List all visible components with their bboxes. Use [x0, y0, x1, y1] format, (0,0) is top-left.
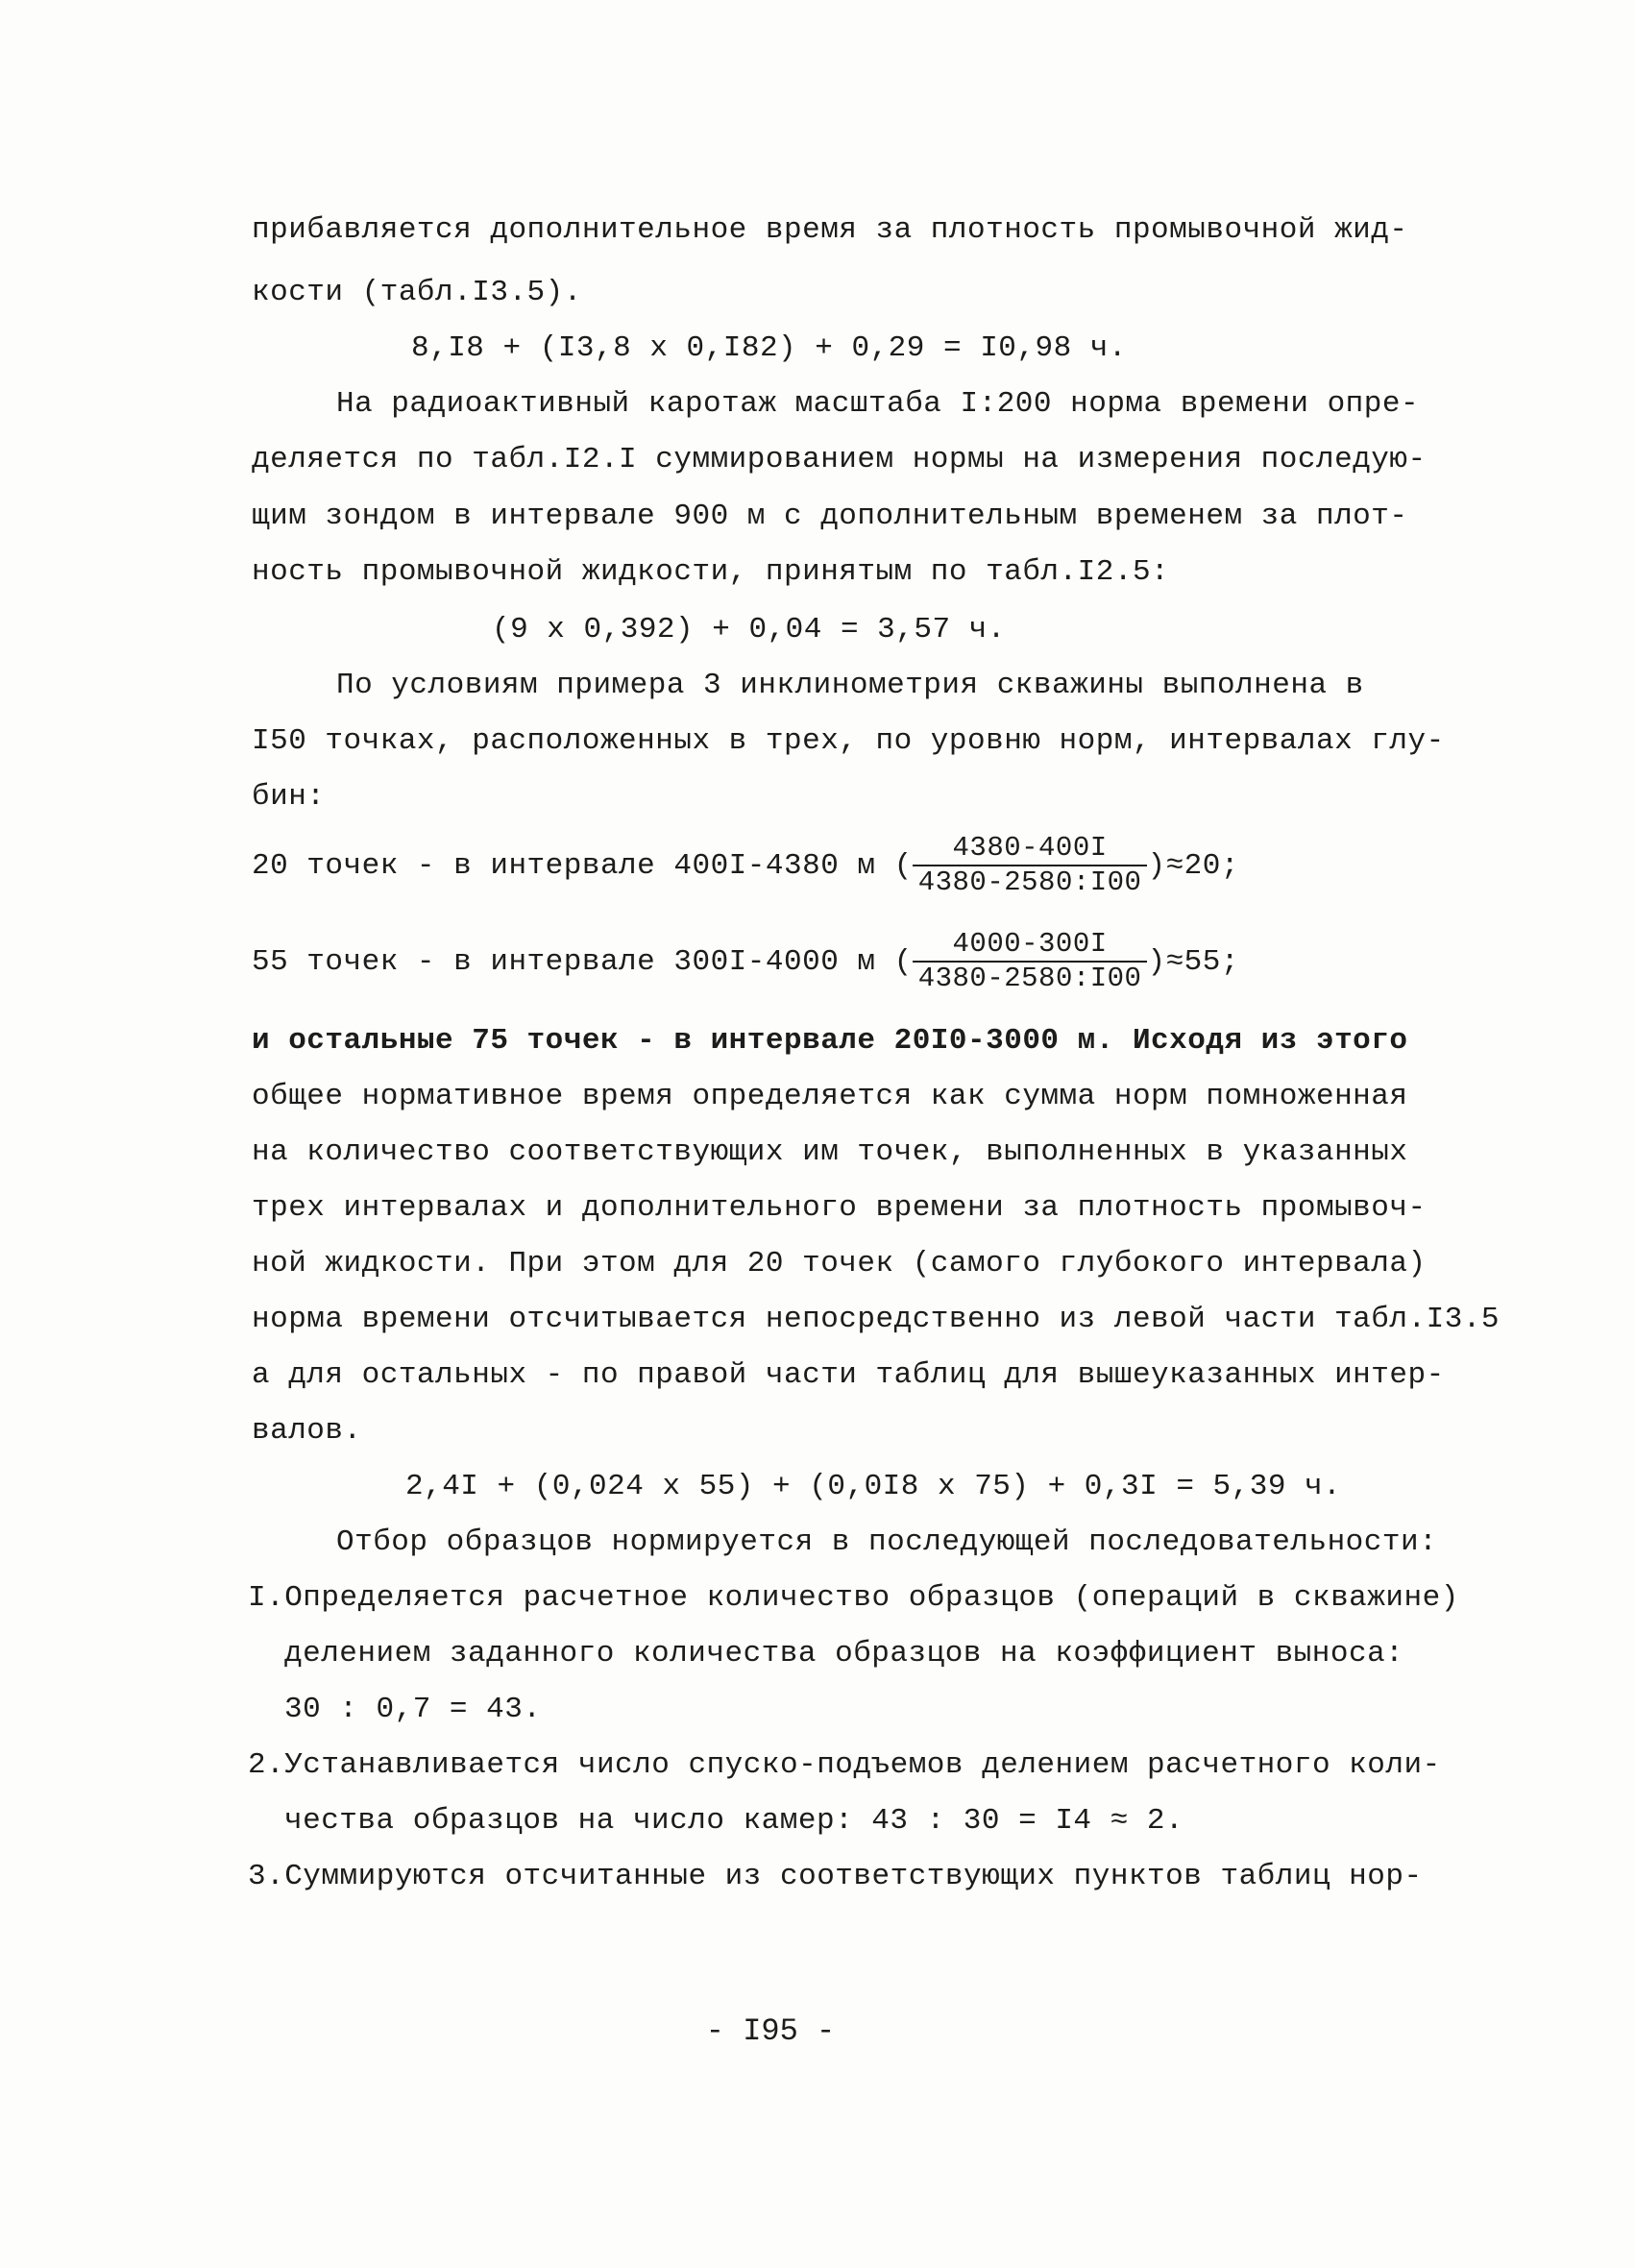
text-line: прибавляется дополнительное время за плотность промывочной жид-	[252, 213, 1408, 247]
fraction	[913, 832, 1148, 899]
text-line: трех интервалах и дополнительного времени за плотность промывоч-	[252, 1191, 1427, 1225]
text-line: ной жидкости. При этом для 20 точек (самого глубокого интервала)	[252, 1247, 1427, 1280]
text-line: а для остальных - по правой части таблиц для вышеуказанных интер-	[252, 1358, 1445, 1392]
text-line: По условиям примера 3 инклинометрия скважины выполнена в	[336, 669, 1364, 702]
fraction-numerator: 4000-300I	[913, 928, 1148, 963]
interval-row-lead: 55 точек - в интервале 300I-4000 м (	[252, 945, 913, 980]
text-line: чества образцов на число камер: 43 : 30 = I4 ≈ 2.	[284, 1804, 1184, 1838]
text-line: деляется по табл.I2.I суммированием нормы на измерения последую-	[252, 443, 1427, 476]
list-item-3: 3.Суммируются отсчитанные из соответствующих пунктов таблиц нор-	[248, 1860, 1423, 1893]
fraction-numerator: 4380-400I	[913, 832, 1148, 866]
text-line: ность промывочной жидкости, принятым по табл.I2.5:	[252, 555, 1170, 589]
text-line: Отбор образцов нормируется в последующей последовательности:	[336, 1525, 1438, 1559]
fraction-denominator: 4380-2580:I00	[917, 866, 1142, 898]
text-line: кости (табл.I3.5).	[252, 276, 582, 309]
interval-row-tail: )≈55;	[1147, 945, 1239, 980]
formula-3: 2,4I + (0,024 x 55) + (0,0I8 x 75) + 0,3I = 5,39 ч.	[405, 1470, 1342, 1503]
text-line: и остальные 75 точек - в интервале 20I0-3000 м. Исходя из этого	[252, 1024, 1408, 1058]
interval-row-tail: )≈20;	[1147, 849, 1239, 884]
text-line: общее нормативное время определяется как сумма норм помноженная	[252, 1080, 1408, 1113]
list-item-2: 2.Устанавливается число спуско-подъемов делением расчетного коли-	[248, 1748, 1441, 1782]
fraction-denominator: 4380-2580:I00	[917, 963, 1142, 994]
fraction	[913, 928, 1148, 995]
formula-2: (9 x 0,392) + 0,04 = 3,57 ч.	[492, 613, 1006, 646]
interval-row-lead: 20 точек - в интервале 400I-4380 м (	[252, 849, 913, 884]
formula-4: 30 : 0,7 = 43.	[284, 1693, 542, 1726]
text-line: бин:	[252, 780, 326, 814]
interval-row-2	[252, 928, 1239, 995]
text-line: валов.	[252, 1414, 362, 1448]
text-line: делением заданного количества образцов на коэффициент выноса:	[284, 1637, 1404, 1671]
list-item-1: I.Определяется расчетное количество образцов (операций в скважине)	[248, 1581, 1459, 1615]
text-line: на количество соответствующих им точек, выполненных в указанных	[252, 1135, 1408, 1169]
text-line: норма времени отсчитывается непосредственно из левой части табл.I3.5	[252, 1303, 1501, 1336]
text-line: щим зондом в интервале 900 м с дополнительным временем за плот-	[252, 500, 1408, 533]
text-line: I50 точках, расположенных в трех, по уровню норм, интервалах глу-	[252, 724, 1445, 758]
interval-row-1	[252, 832, 1239, 899]
text-line: На радиоактивный каротаж масштаба I:200 норма времени опре-	[336, 387, 1420, 421]
formula-1: 8,I8 + (I3,8 x 0,I82) + 0,29 = I0,98 ч.	[411, 331, 1128, 365]
page-number: - I95 -	[705, 2013, 836, 2049]
